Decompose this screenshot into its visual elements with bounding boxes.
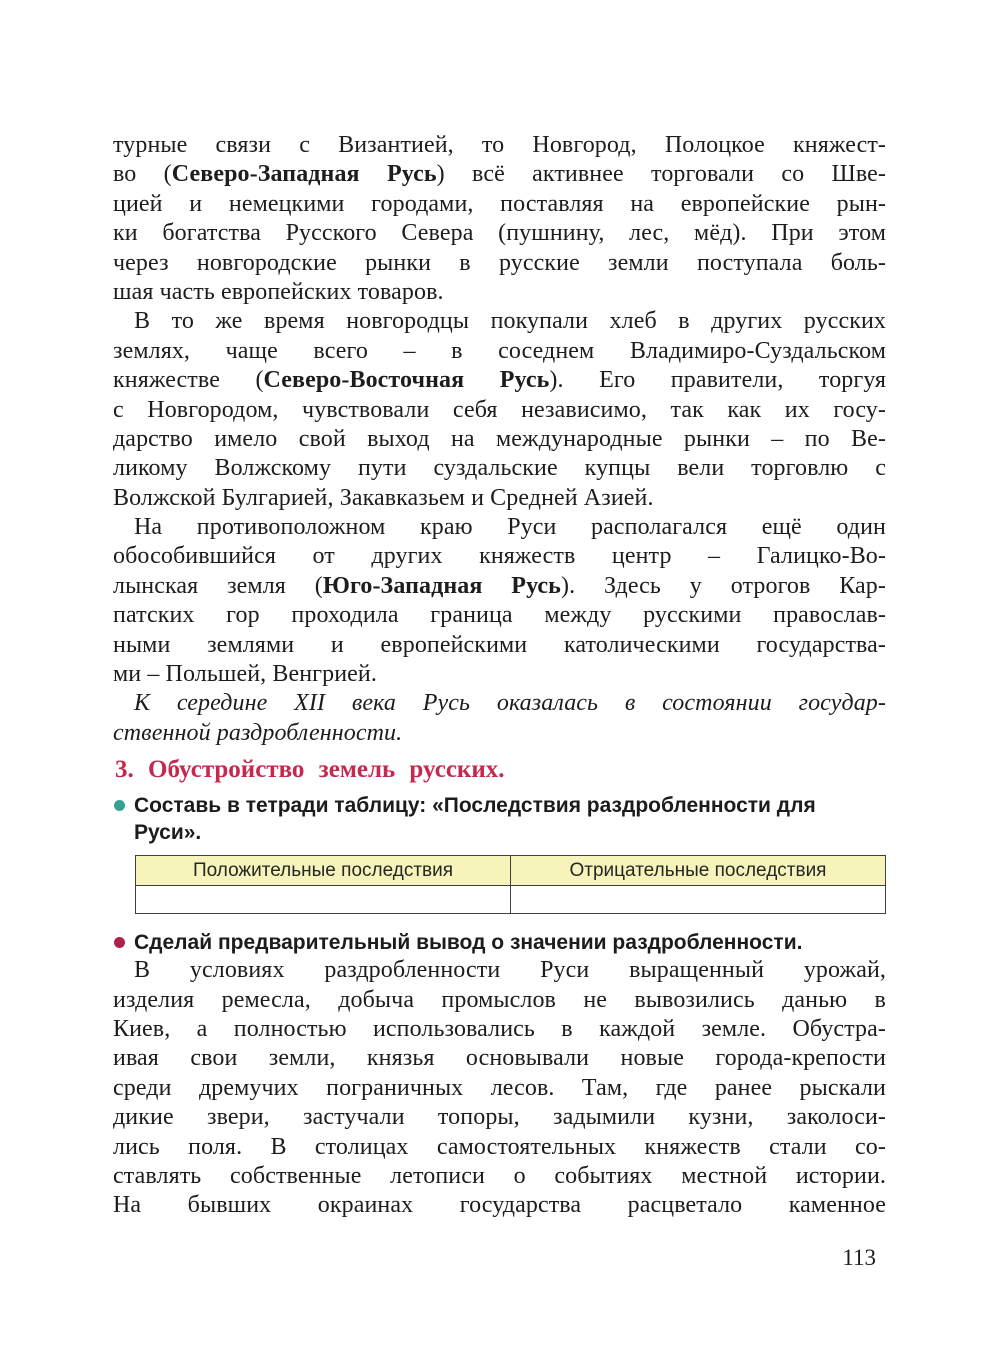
- text-line: ивая свои земли, князья основывали новые города-крепости: [113, 1045, 886, 1072]
- task-text: Сделай предварительный вывод о значении раздробленности.: [134, 931, 803, 955]
- table-header-row: [136, 856, 886, 886]
- text-line: На бывших окраинах государства расцветало каменное: [113, 1192, 886, 1219]
- text-line: турные связи с Византией, то Новгород, Полоцкое княжест-: [113, 132, 886, 158]
- text-line: На противоположном краю Руси располагался ещё один: [134, 514, 886, 541]
- text-line: ми – Польшей, Венгрией.: [113, 661, 377, 688]
- table-header-positive: Положительные последствия: [136, 856, 511, 886]
- text-line: шая часть европейских товаров.: [113, 278, 444, 305]
- text-line: ки богатства Русского Севера (пушнину, лес, мёд). При этом: [113, 220, 886, 247]
- text-line: изделия ремесла, добыча промыслов не вывозились данью в: [113, 986, 886, 1013]
- task-item-make-table: [113, 792, 886, 846]
- text-line: землях, чаще всего – в соседнем Владимиро-Суздальском: [113, 337, 886, 364]
- paragraph: [113, 956, 886, 1221]
- paragraph: [113, 689, 886, 748]
- table-header-negative: Отрицательные последствия: [511, 856, 886, 886]
- paragraph: [113, 131, 886, 307]
- text-line: В условиях раздробленности Руси выращенный урожай,: [134, 957, 886, 984]
- text-line: К середине XII века Русь оказалась в состоянии государ-: [134, 690, 886, 717]
- crimson-bullet-icon: [114, 937, 125, 948]
- consequences-table: [135, 855, 886, 914]
- text-line: лись поля. В столицах самостоятельных княжеств стали со-: [113, 1133, 886, 1160]
- text-line: патских гор проходила граница между русскими православ-: [113, 602, 886, 629]
- text-line: цией и немецкими городами, поставляя на европейские рын-: [113, 190, 886, 217]
- section-heading: [115, 755, 886, 785]
- text-line: ставлять собственные летописи о событиях местной истории.: [113, 1162, 886, 1189]
- table-cell-positive: [136, 886, 511, 914]
- text-line: Киев, а полностью использовались в каждой земле. Обустра-: [113, 1015, 886, 1042]
- section-number: 3.: [115, 756, 134, 784]
- text-line: В то же время новгородцы покупали хлеб в других русских: [134, 308, 886, 335]
- table-row: [136, 886, 886, 914]
- text-line: дарство имело свой выход на международные рынки – по Ве-: [113, 425, 886, 452]
- text-line: ными землями и европейскими католическими государства-: [113, 631, 886, 658]
- text-line: ственной раздробленности.: [113, 719, 403, 746]
- text-line: обособившийся от других княжеств центр – Галицко-Во-: [113, 543, 886, 570]
- task-text: Составь в тетради таблицу: «Последствия раздробленности для Руси».: [134, 794, 816, 845]
- page-number: 113: [842, 1244, 876, 1270]
- paragraph: [113, 307, 886, 513]
- text-line: с Новгородом, чувствовали себя независимо, так как их госу-: [113, 396, 886, 423]
- task-item-make-conclusion: [113, 929, 886, 956]
- text-line: Волжской Булгарией, Закавказьем и Средней Азией.: [113, 484, 654, 511]
- teal-bullet-icon: [114, 800, 125, 811]
- paragraph: [113, 513, 886, 689]
- text-line: дикие звери, застучали топоры, задымили кузни, заколоси-: [113, 1104, 886, 1131]
- body-text-top: [113, 131, 886, 748]
- text-line: во (Северо-Западная Русь) всё активнее торговали со Шве-: [113, 161, 886, 188]
- text-line: ликому Волжскому пути суздальские купцы вели торговлю с: [113, 455, 886, 482]
- section-title: Обустройство земель русских.: [148, 756, 505, 784]
- table-cell-negative: [511, 886, 886, 914]
- text-line: лынская земля (Юго-Западная Русь). Здесь у отрогов Кар-: [113, 572, 886, 599]
- text-line: княжестве (Северо-Восточная Русь). Его правители, торгуя: [113, 367, 886, 394]
- body-text-bottom: [113, 956, 886, 1221]
- text-line: среди дремучих пограничных лесов. Там, где ранее рыскали: [113, 1074, 886, 1101]
- text-line: через новгородские рынки в русские земли поступала боль-: [113, 249, 886, 276]
- page-content: [113, 131, 886, 1271]
